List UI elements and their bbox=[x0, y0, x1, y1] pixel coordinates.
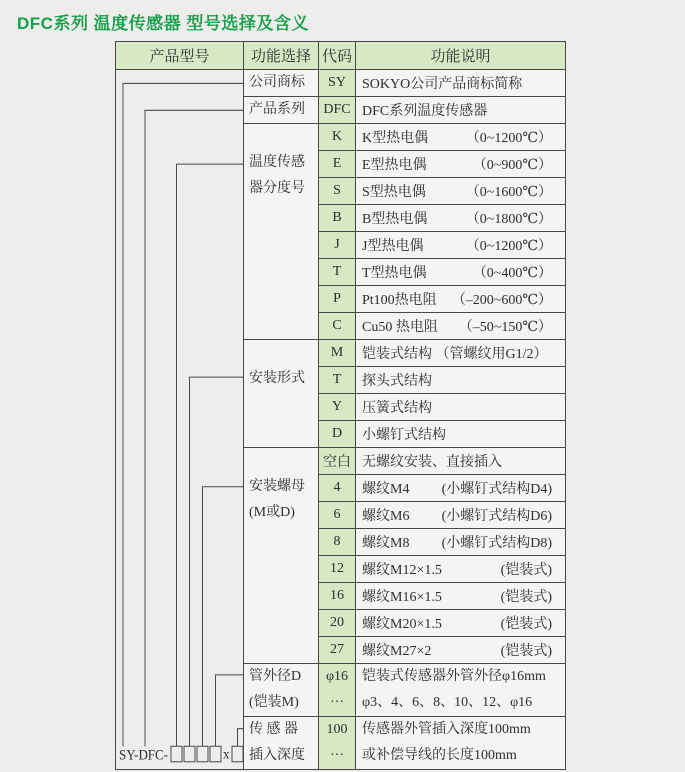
code-cell: T bbox=[319, 259, 356, 286]
model-box bbox=[210, 746, 221, 762]
code-cell: 27 bbox=[319, 637, 356, 664]
desc-cell bbox=[356, 475, 566, 502]
desc-cell bbox=[356, 97, 566, 124]
desc-cell bbox=[356, 421, 566, 448]
description: E型热电偶 bbox=[362, 158, 427, 173]
group-label: 安装螺母 bbox=[249, 479, 305, 494]
code-cell: 12 bbox=[319, 556, 356, 583]
desc-cell bbox=[356, 637, 566, 664]
desc-cell bbox=[356, 394, 566, 421]
temp-range: （0~1200℃） bbox=[465, 131, 552, 146]
code-cell: E bbox=[319, 151, 356, 178]
temp-range: （0~1800℃） bbox=[465, 212, 552, 227]
code-cell: C bbox=[319, 313, 356, 340]
description: 螺纹M16×1.5 bbox=[362, 590, 442, 605]
connector-tube-diameter bbox=[216, 675, 244, 746]
code-cell: K bbox=[319, 124, 356, 151]
group-label: 温度传感 bbox=[249, 155, 305, 170]
temp-range: （–200~600℃） bbox=[451, 293, 552, 308]
temp-range: （0~1200℃） bbox=[465, 239, 552, 254]
code-cell: 20 bbox=[319, 610, 356, 637]
desc-cell bbox=[356, 124, 566, 151]
description: 螺纹M4 bbox=[362, 482, 410, 497]
code-cell: DFC bbox=[319, 97, 356, 124]
temp-range: (小螺钉式结构D4) bbox=[441, 482, 552, 497]
desc-cell bbox=[356, 340, 566, 367]
description: 小螺钉式结构 bbox=[362, 428, 446, 443]
description: B型热电偶 bbox=[362, 212, 428, 227]
model-diagram-cell bbox=[116, 70, 244, 770]
group-label-cell bbox=[244, 70, 319, 97]
header-function-desc: 功能说明 bbox=[356, 42, 566, 70]
description: T型热电偶 bbox=[362, 266, 427, 281]
desc-cell bbox=[356, 286, 566, 313]
code-cell: T bbox=[319, 367, 356, 394]
description: J型热电偶 bbox=[362, 239, 424, 254]
description: DFC系列温度传感器 bbox=[362, 104, 488, 119]
desc-cell bbox=[356, 610, 566, 637]
description: 螺纹M12×1.5 bbox=[362, 563, 442, 578]
desc-cell bbox=[356, 664, 566, 717]
code-cell: P bbox=[319, 286, 356, 313]
code-value: ··· bbox=[330, 695, 344, 710]
group-label: (M或D) bbox=[249, 505, 295, 520]
desc-cell bbox=[356, 367, 566, 394]
description: S型热电偶 bbox=[362, 185, 426, 200]
temp-range: (铠装式) bbox=[500, 563, 552, 578]
description: 压簧式结构 bbox=[362, 401, 432, 416]
description: φ3、4、6、8、10、12、φ16 bbox=[362, 695, 533, 710]
code-cell: B bbox=[319, 205, 356, 232]
connector-sensor-graduation bbox=[177, 164, 244, 746]
group-label: 传 感 器 bbox=[249, 722, 298, 737]
code-cell: J bbox=[319, 232, 356, 259]
temp-range: （0~900℃） bbox=[472, 158, 552, 173]
code-cell: 16 bbox=[319, 583, 356, 610]
page-title: DFC系列 温度传感器 型号选择及含义 bbox=[17, 14, 309, 33]
code-value: φ16 bbox=[325, 669, 349, 684]
group-label: 管外径D bbox=[249, 669, 302, 684]
connector-mount-form bbox=[190, 377, 244, 746]
group-label-cell bbox=[244, 340, 319, 448]
desc-cell bbox=[356, 529, 566, 556]
code-cell bbox=[319, 664, 356, 717]
group-label: 器分度号 bbox=[249, 181, 305, 196]
model-boxes bbox=[171, 746, 243, 762]
code-value: ··· bbox=[330, 748, 344, 763]
code-cell: S bbox=[319, 178, 356, 205]
description: 铠装式结构 （管螺纹用G1/2） bbox=[362, 347, 548, 362]
desc-cell bbox=[356, 583, 566, 610]
description: Cu50 热电阻 bbox=[362, 320, 438, 335]
code-cell: D bbox=[319, 421, 356, 448]
description: 螺纹M8 bbox=[362, 536, 410, 551]
desc-cell bbox=[356, 151, 566, 178]
connector-insert-depth bbox=[238, 729, 244, 747]
description: 探头式结构 bbox=[362, 374, 432, 389]
temp-range: (铠装式) bbox=[500, 644, 552, 659]
code-cell: 空白 bbox=[319, 448, 356, 475]
code-cell: SY bbox=[319, 70, 356, 97]
desc-cell bbox=[356, 205, 566, 232]
desc-cell bbox=[356, 232, 566, 259]
group-label-cell bbox=[244, 717, 319, 770]
desc-cell bbox=[356, 717, 566, 770]
temp-range: (铠装式) bbox=[500, 617, 552, 632]
code-cell: 6 bbox=[319, 502, 356, 529]
desc-cell bbox=[356, 502, 566, 529]
model-connector-diagram bbox=[116, 70, 243, 769]
temp-range: （0~400℃） bbox=[472, 266, 552, 281]
table-header-row bbox=[116, 42, 566, 70]
model-box bbox=[184, 746, 195, 762]
code-cell: 8 bbox=[319, 529, 356, 556]
desc-cell bbox=[356, 448, 566, 475]
description: 无螺纹安装、直接插入 bbox=[362, 455, 502, 470]
description: Pt100热电阻 bbox=[362, 293, 437, 308]
temp-range: （–50~150℃） bbox=[458, 320, 552, 335]
description: 或补偿导线的长度100mm bbox=[362, 748, 517, 763]
temp-range: (小螺钉式结构D8) bbox=[441, 536, 552, 551]
group-label: 插入深度 bbox=[249, 748, 305, 763]
model-box bbox=[232, 746, 243, 762]
description: 螺纹M6 bbox=[362, 509, 410, 524]
temp-range: (小螺钉式结构D6) bbox=[441, 509, 552, 524]
description: 传感器外管插入深度100mm bbox=[362, 722, 531, 737]
connector-product-series bbox=[145, 110, 243, 746]
desc-cell bbox=[356, 178, 566, 205]
desc-cell bbox=[356, 259, 566, 286]
description: 螺纹M27×2 bbox=[362, 644, 432, 659]
table-row bbox=[116, 70, 566, 97]
group-label-cell bbox=[244, 97, 319, 124]
description: 螺纹M20×1.5 bbox=[362, 617, 442, 632]
group-label: 安装形式 bbox=[249, 371, 305, 386]
code-cell: 4 bbox=[319, 475, 356, 502]
description: SOKYO公司产品商标简称 bbox=[362, 77, 523, 92]
group-label-cell bbox=[244, 448, 319, 664]
connector-company-logo bbox=[123, 83, 243, 746]
desc-cell bbox=[356, 313, 566, 340]
model-selection-table bbox=[115, 41, 566, 770]
connector-mount-nut bbox=[203, 487, 244, 747]
temp-range: （0~1600℃） bbox=[465, 185, 552, 200]
temp-range: (铠装式) bbox=[500, 590, 552, 605]
code-value: 100 bbox=[326, 722, 348, 737]
desc-cell bbox=[356, 556, 566, 583]
group-label-cell bbox=[244, 664, 319, 717]
model-separator: x bbox=[223, 746, 230, 762]
code-cell: Y bbox=[319, 394, 356, 421]
header-product-model: 产品型号 bbox=[116, 42, 244, 70]
description: K型热电偶 bbox=[362, 131, 429, 146]
code-cell bbox=[319, 717, 356, 770]
model-box bbox=[171, 746, 182, 762]
group-label: 公司商标 bbox=[249, 75, 305, 90]
model-box bbox=[197, 746, 208, 762]
group-label: 产品系列 bbox=[249, 102, 305, 117]
description: 铠装式传感器外管外径φ16mm bbox=[362, 669, 546, 684]
code-cell: M bbox=[319, 340, 356, 367]
header-function-select: 功能选择 bbox=[244, 42, 319, 70]
model-prefix: SY-DFC- bbox=[119, 747, 169, 764]
desc-cell bbox=[356, 70, 566, 97]
group-label-cell bbox=[244, 124, 319, 340]
header-code: 代码 bbox=[319, 42, 356, 70]
group-label: (铠装M) bbox=[249, 695, 299, 710]
